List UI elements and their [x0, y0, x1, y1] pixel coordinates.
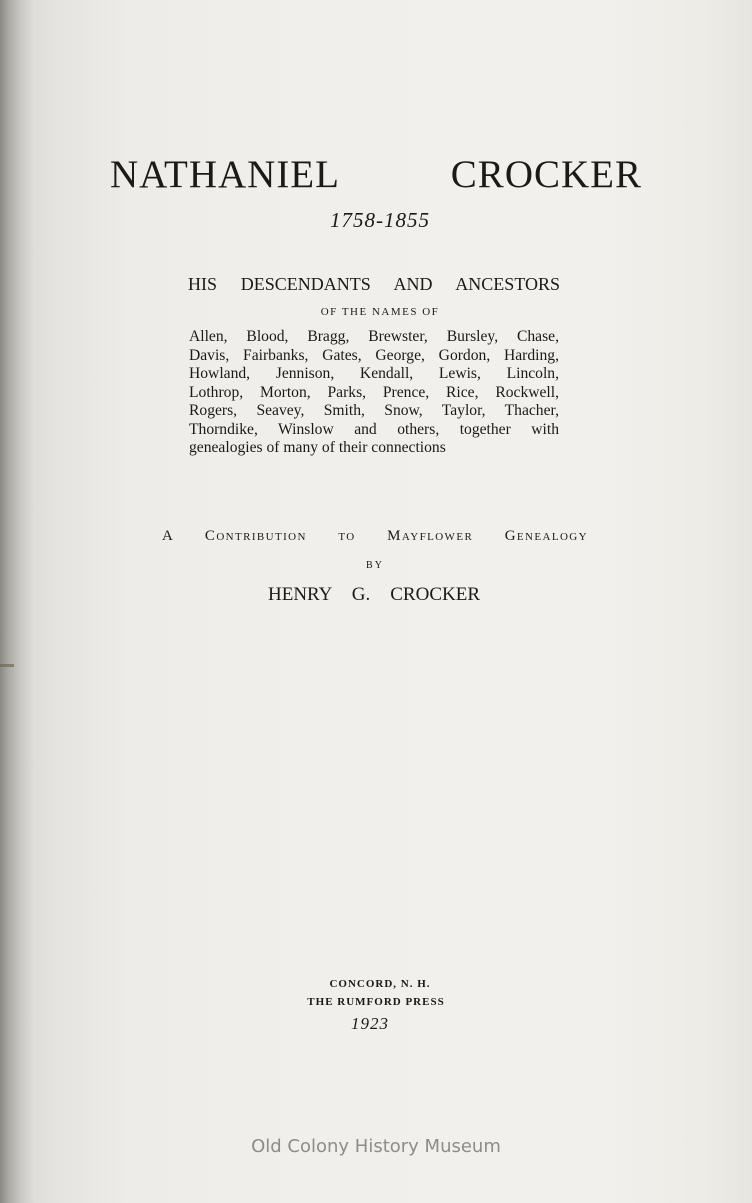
surname-line: Thorndike, Winslow and others, together with	[189, 420, 559, 438]
surname-line: Davis, Fairbanks, Gates, George, Gordon, Harding,	[189, 346, 559, 364]
surname-line: Howland, Jennison, Kendall, Lewis, Lincoln,	[189, 365, 559, 382]
spine-shadow	[0, 0, 34, 1203]
names-of-caption: OF THE NAMES OF	[320, 306, 440, 318]
author-name: HENRY G. CROCKER	[268, 584, 480, 605]
life-years: 1758-1855	[330, 208, 430, 232]
book-title: NATHANIEL CROCKER	[110, 153, 642, 196]
surname-line: genealogies of many of their connections	[189, 439, 446, 456]
surname-line: Allen, Blood, Bragg, Brewster, Bursley, Chase,	[189, 328, 559, 345]
museum-watermark: Old Colony History Museum	[251, 1136, 501, 1157]
publication-place: CONCORD, N. H.	[329, 978, 431, 990]
contribution-line: A Contribution to Mayflower Genealogy	[162, 528, 588, 544]
subtitle: HIS DESCENDANTS AND ANCESTORS	[188, 274, 560, 294]
publication-year: 1923	[351, 1014, 389, 1033]
surname-list	[189, 328, 559, 458]
publisher: THE RUMFORD PRESS	[307, 996, 445, 1008]
page-edge-mark	[0, 664, 14, 667]
by-label: BY	[366, 560, 384, 571]
surname-line: Lothrop, Morton, Parks, Prence, Rice, Rockwell,	[189, 383, 559, 401]
surname-line: Rogers, Seavey, Smith, Snow, Taylor, Thacher,	[189, 402, 559, 419]
